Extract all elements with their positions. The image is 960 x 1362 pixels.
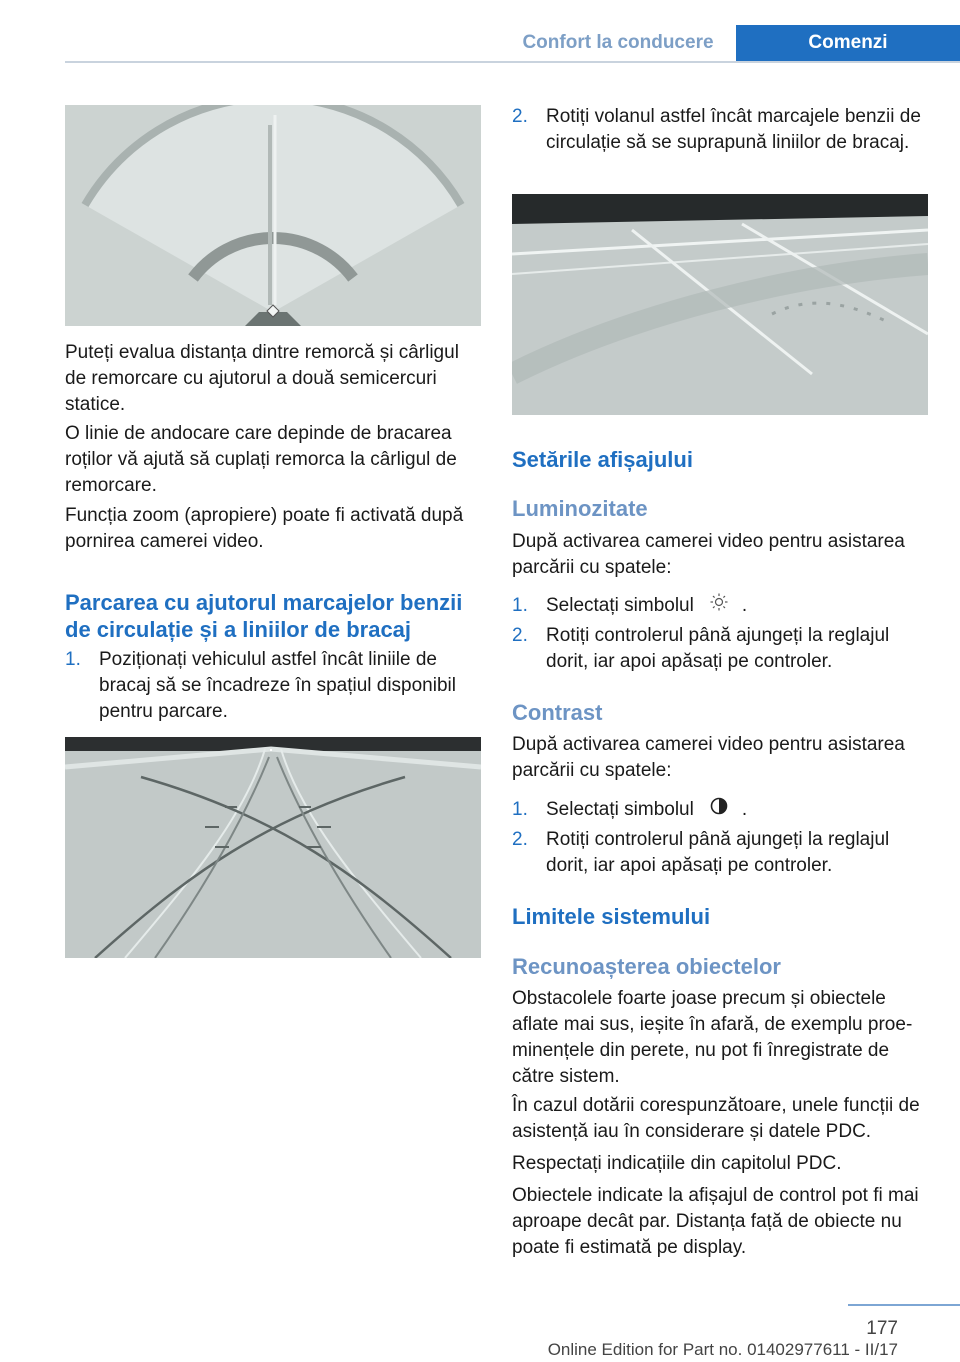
trailer-camera-image	[65, 105, 481, 326]
list-number: 2.	[512, 829, 528, 850]
heading-system-limits: Limitele sistemului	[512, 904, 711, 929]
text-trailer-distance: Puteți evalua distanța dintre remorcă și cârligul de remorcare cu ajutorul a două semicercuri statice.	[65, 342, 459, 415]
list-number: 1.	[512, 799, 528, 820]
contrast-icon	[710, 797, 728, 823]
text-zoom: Funcția zoom (apropiere) poate fi activată după pornirea camerei video.	[65, 505, 464, 552]
text-docking-line: O linie de andocare care depinde de bracarea roților vă ajută să cuplați remorca la cârligul de remorcare.	[65, 423, 457, 496]
text-objects-4: Obiectele indicate la afișajul de control pot fi mai aproape decât par. Distanța față de obiecte nu poate fi estimată pe display.	[512, 1185, 919, 1258]
list-text-end: .	[741, 595, 748, 617]
header-chapter-tab[interactable]: Comenzi	[736, 25, 960, 61]
list-number: 2.	[512, 106, 528, 127]
list-text: Rotiți controlerul până ajungeți la reglajul dorit, iar apoi apăsați pe controler.	[546, 625, 890, 672]
list-number: 1.	[512, 595, 528, 616]
header-section-tab[interactable]: Confort la conducere	[522, 32, 714, 53]
text-contrast-intro: După activarea camerei video pentru asistarea parcării cu spatele:	[512, 734, 905, 781]
list-text-main: Selectați simbolul	[546, 595, 694, 617]
sun-icon	[710, 593, 728, 619]
parking-lines-image	[65, 737, 481, 958]
list-number: 1.	[65, 649, 81, 670]
text-objects-1: Obstacolele foarte joase precum și obiectele aflate mai sus, ieșite în afară, de exemplu proeminențele din perete, nu pot fi înregistrate de către sistem.	[512, 988, 913, 1087]
list-text: Rotiți volanul astfel încât marcajele benzii de circulație să se suprapună liniilor de bracaj.	[546, 106, 921, 153]
list-text: Rotiți controlerul până ajungeți la reglajul dorit, iar apoi apăsați pe controler.	[546, 829, 890, 876]
footer-rule	[848, 1304, 960, 1306]
edition-note: Online Edition for Part no. 01402977611 - II/17	[547, 1340, 898, 1359]
list-text-main: Selectați simbolul	[546, 799, 694, 821]
text-objects-3: Respectați indicațiile din capitolul PDC.	[512, 1153, 842, 1174]
subheading-contrast: Contrast	[512, 700, 603, 725]
subheading-object-recognition: Recunoașterea obiectelor	[512, 954, 781, 979]
subheading-brightness: Luminozitate	[512, 496, 648, 521]
text-objects-2: În cazul dotării corespunzătoare, unele funcții de asistență iau în considerare și datele PDC.	[512, 1095, 920, 1142]
heading-parking-lines: Parcarea cu ajutorul marcajelor benzii de circulație și a liniilor de bracaj	[65, 590, 463, 642]
list-text-end: .	[741, 799, 748, 821]
list-text: Poziționați vehiculul astfel încât liniile de bracaj să se încadreze în spațiul disponibil pentru parcare.	[99, 649, 456, 722]
list-text	[546, 593, 928, 619]
header-rule	[65, 61, 960, 63]
page-number: 177	[866, 1318, 898, 1339]
list-number: 2.	[512, 625, 528, 646]
text-brightness-intro: După activarea camerei video pentru asistarea parcării cu spatele:	[512, 531, 905, 578]
heading-display-settings: Setările afișajului	[512, 447, 693, 472]
list-text	[546, 797, 928, 823]
lane-markings-image	[512, 194, 928, 415]
